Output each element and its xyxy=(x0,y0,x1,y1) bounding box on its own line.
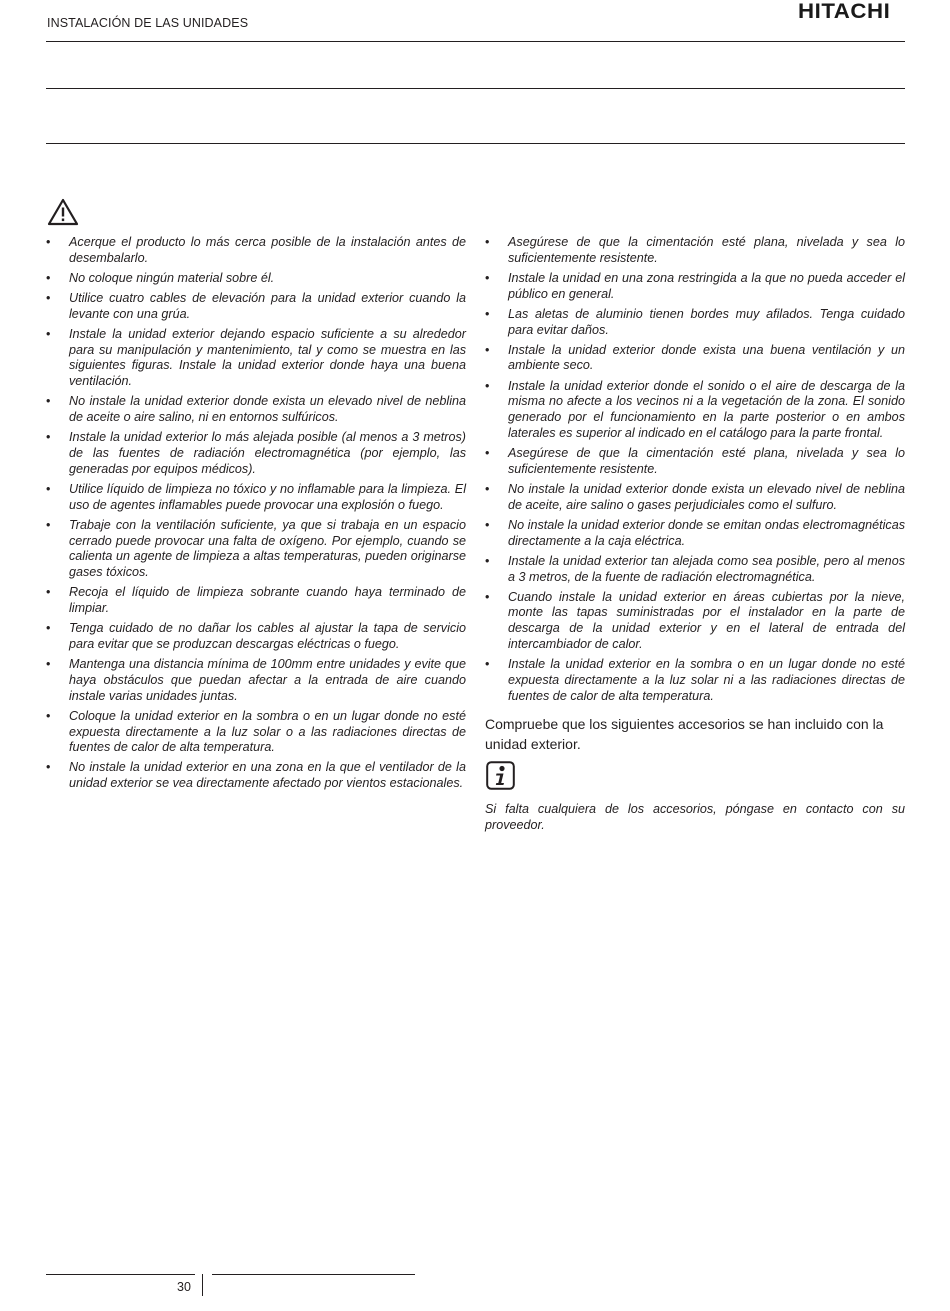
list-item-text: Instale la unidad en una zona restringida a la que no pueda acceder el público en general. xyxy=(508,270,905,301)
bullet-icon: • xyxy=(485,378,490,393)
list-item-text: Coloque la unidad exterior en la sombra o en un lugar donde no esté expuesta directamente a la luz solar o a las radiaciones directas de fuentes de calor de alta temperatura. xyxy=(69,708,466,755)
list-item-text: No instale la unidad exterior en una zona en la que el ventilador de la unidad exterior se vea directamente afectado por vientos estacionales. xyxy=(69,760,466,791)
list-item-text: Las aletas de aluminio tienen bordes muy afilados. Tenga cuidado para evitar daños. xyxy=(508,306,905,337)
bullet-icon: • xyxy=(46,621,51,636)
footer-rule-left xyxy=(46,1274,195,1275)
list-item-text: No instale la unidad exterior donde exista un elevado nivel de neblina de aceite o aire salino, ni en entornos sulfúricos. xyxy=(69,394,466,425)
bullet-icon: • xyxy=(46,235,51,249)
list-item xyxy=(46,657,466,704)
bullet-icon: • xyxy=(46,708,51,723)
brand-logo: HITACHI xyxy=(798,0,891,23)
list-item-text: Trabaje con la ventilación suficiente, ya que si trabaja en un espacio cerrado puede provocar una falta de oxígeno. Por ejemplo, cuando se calienta un agente de limpieza a altas temperaturas, pueden originarse gases tóxicos. xyxy=(69,517,466,580)
list-item-text: Utilice cuatro cables de elevación para la unidad exterior cuando la levante con una grúa. xyxy=(69,290,466,321)
bullet-icon: • xyxy=(485,270,490,285)
list-item xyxy=(46,394,466,426)
list-item-text: Instale la unidad exterior tan alejada como sea posible, pero al menos a 3 metros, de la fuente de radiación electromagnética. xyxy=(508,553,905,584)
list-item-text: Tenga cuidado de no dañar los cables al ajustar la tapa de servicio para evitar que se produzcan descargas eléctricas o fuego. xyxy=(69,621,466,651)
left-precautions-list xyxy=(46,235,466,796)
list-item xyxy=(485,307,905,339)
section-rule-2 xyxy=(46,143,905,144)
list-item xyxy=(46,482,466,514)
info-icon xyxy=(486,761,515,790)
list-item-text: No coloque ningún material sobre él. xyxy=(69,270,275,285)
bullet-icon: • xyxy=(485,235,490,249)
list-item xyxy=(46,621,466,653)
bullet-icon: • xyxy=(46,290,51,305)
list-item xyxy=(485,590,905,653)
list-item-text: Utilice líquido de limpieza no tóxico y no inflamable para la limpieza. El uso de agentes inflamables puede provocar una explosión o fuego. xyxy=(69,481,466,512)
list-item-text: Instale la unidad exterior donde el sonido o el aire de descarga de la misma no afecte a los vecinos ni a la vegetación de la zona. El sonido generado por el funcionamiento en la parte posterior o en ambos laterales es superior al indicado en el catálogo para la parte frontal. xyxy=(508,378,905,440)
list-item-text: Asegúrese de que la cimentación esté plana, nivelada y sea lo suficientemente resistente. xyxy=(508,235,905,265)
list-item xyxy=(46,235,466,267)
bullet-icon: • xyxy=(485,517,490,532)
list-item-text: Cuando instale la unidad exterior en áreas cubiertas por la nieve, monte las tapas suministradas por el instalador en la parte de descarga de la unidad exterior y en el lateral de entrada del intercambiador de calor. xyxy=(508,589,905,651)
list-item xyxy=(485,343,905,375)
list-item xyxy=(485,446,905,478)
page-number: 30 xyxy=(177,1280,191,1294)
list-item-text: Instale la unidad exterior donde exista una buena ventilación y un ambiente seco. xyxy=(508,342,905,373)
list-item-text: Instale la unidad exterior en la sombra o en un lugar donde no esté expuesta directamente a la luz solar ni a las radiaciones directas de fuentes de calor de alta temperatura. xyxy=(508,657,905,703)
right-precautions-list xyxy=(485,235,905,709)
bullet-icon: • xyxy=(485,342,490,357)
list-item xyxy=(46,709,466,756)
header-title: INSTALACIÓN DE LAS UNIDADES xyxy=(47,16,249,30)
bullet-icon: • xyxy=(46,657,51,672)
list-item xyxy=(485,379,905,442)
list-item-text: No instale la unidad exterior donde exista un elevado nivel de neblina de aceite, aire salino o gases perjudiciales como el sulfuro. xyxy=(508,481,905,512)
section-rule-1 xyxy=(46,88,905,89)
list-item xyxy=(46,327,466,390)
accessories-note: Si falta cualquiera de los accesorios, póngase en contacto con su proveedor. xyxy=(485,802,905,832)
bullet-icon: • xyxy=(46,326,51,341)
list-item xyxy=(485,235,905,267)
list-item xyxy=(485,271,905,303)
list-item xyxy=(46,760,466,792)
bullet-icon: • xyxy=(46,394,51,409)
warning-triangle-icon xyxy=(47,198,79,226)
bullet-icon: • xyxy=(485,481,490,496)
list-item xyxy=(485,657,905,704)
list-item xyxy=(485,518,905,550)
bullet-icon: • xyxy=(46,760,51,775)
list-item xyxy=(485,554,905,586)
bullet-icon: • xyxy=(485,446,490,461)
list-item-text: Acerque el producto lo más cerca posible de la instalación antes de desembalarlo. xyxy=(69,235,466,265)
footer-divider xyxy=(202,1274,203,1296)
list-item-text: No instale la unidad exterior donde se emitan ondas electromagnéticas directamente a la caja eléctrica. xyxy=(508,517,905,548)
list-item xyxy=(46,271,466,287)
bullet-icon: • xyxy=(46,585,51,600)
header-rule xyxy=(46,41,905,42)
list-item xyxy=(46,430,466,477)
footer-rule-right xyxy=(212,1274,415,1275)
bullet-icon: • xyxy=(485,306,490,321)
list-item xyxy=(46,585,466,617)
list-item-text: Mantenga una distancia mínima de 100mm entre unidades y evite que haya obstáculos que puedan afectar a la entrada de aire cuando instale varias unidades juntas. xyxy=(69,657,466,703)
bullet-icon: • xyxy=(46,430,51,445)
list-item xyxy=(485,482,905,514)
list-item-text: Instale la unidad exterior dejando espacio suficiente a su alrededor para su manipulación y mantenimiento, tal y como se muestra en las siguientes figuras. Instale la unidad exterior donde haya una buena ventilación. xyxy=(69,326,466,389)
bullet-icon: • xyxy=(485,657,490,672)
bullet-icon: • xyxy=(485,553,490,568)
bullet-icon: • xyxy=(46,481,51,496)
list-item xyxy=(46,291,466,323)
list-item-text: Recoja el líquido de limpieza sobrante cuando haya terminado de limpiar. xyxy=(69,585,466,616)
accessories-text: Compruebe que los siguientes accesorios se han incluido con la unidad exterior. xyxy=(485,716,884,752)
bullet-icon: • xyxy=(485,589,490,604)
bullet-icon: • xyxy=(46,517,51,532)
bullet-icon: • xyxy=(46,270,51,285)
list-item-text: Asegúrese de que la cimentación esté plana, nivelada y sea lo suficientemente resistente. xyxy=(508,446,905,476)
list-item-text: Instale la unidad exterior lo más alejada posible (al menos a 3 metros) de las fuentes de radiación electromagnética (por ejemplo, las generadas por equipos médicos). xyxy=(69,430,466,476)
list-item xyxy=(46,518,466,581)
